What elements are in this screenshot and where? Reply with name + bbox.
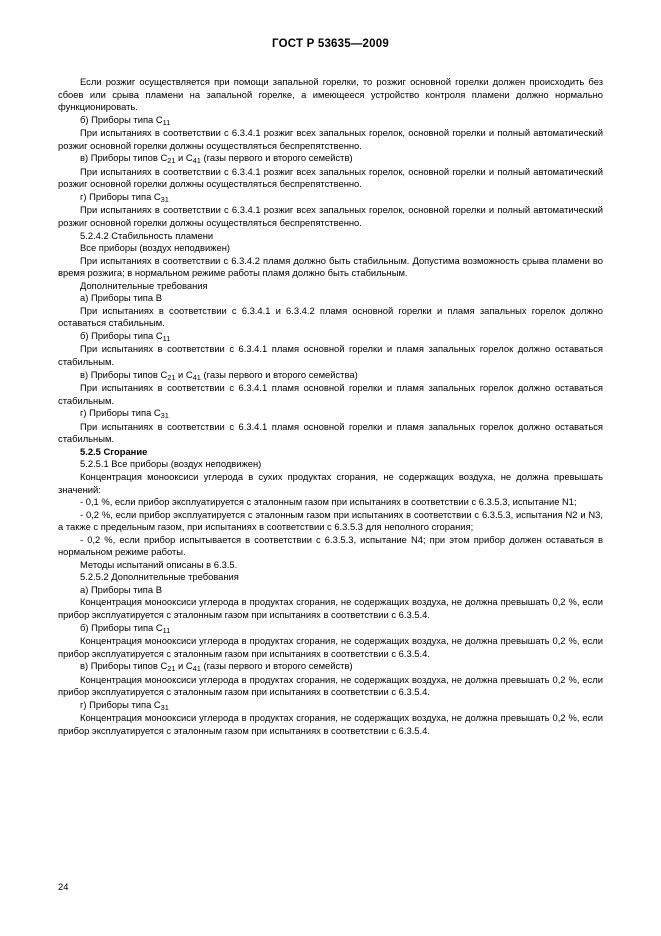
paragraph: б) Приборы типа $C_{11}$ — [80, 621, 171, 635]
paragraph: 5.2.5.1 Все приборы (воздух неподвижен) — [80, 458, 262, 470]
paragraph: 5.2.5.2 Дополнительные требования — [80, 571, 239, 583]
paragraph: в) Приборы типов $C_{21}$ и $C_{41}$ (газы первого и второго семейства) — [80, 368, 358, 382]
paragraph: - 0,2 %, если прибор испытывается в соответствии с 6.3.5.3, испытание N4; при этом прибор должен оставаться в нормальном режиме работы. — [58, 533, 603, 558]
paragraph: Методы испытаний описаны в 6.3.5. — [80, 558, 238, 570]
paragraph: г) Приборы типа $C_{31}$ — [80, 190, 169, 204]
paragraph: При испытаниях в соответствии с 6.3.4.2 пламя должно быть стабильным. Допустима возможность срыва пламени во время розжига; в нормальном режиме работы пламя должно быть стабильным. — [58, 254, 603, 279]
paragraph: - 0,1 %, если прибор эксплуатируется с эталонным газом при испытаниях в соответствии с 6.3.5.3, испытание N1; — [80, 496, 577, 508]
paragraph: - 0,2 %, если прибор эксплуатируется с эталонным газом при испытаниях в соответствии с 6.3.5.3, испытания N2 и N3, а также с предельным газом, при испытаниях в соответствии с 6.3.5.3 для неполного сгорания; — [58, 508, 603, 533]
paragraph: Дополнительные требования — [80, 279, 208, 291]
paragraph: При испытаниях в соответствии с 6.3.4.1 пламя основной горелки и пламя запальных горелок должно оставаться стабильным. — [58, 382, 603, 406]
paragraph: б) Приборы типа $C_{11}$ — [80, 113, 171, 127]
paragraph: в) Приборы типов $C_{21}$ и $C_{41}$ (газы первого и второго семейств) — [80, 660, 353, 674]
paragraph: б) Приборы типа $C_{11}$ — [80, 329, 171, 343]
paragraph: г) Приборы типа $C_{31}$ — [80, 407, 169, 421]
page-header: ГОСТ Р 53635—2009 — [272, 38, 389, 50]
paragraph: При испытаниях в соответствии с 6.3.4.1 розжиг всех запальных горелок, основной горелки и полный автоматический розжиг основной горелки должны осуществляться беспрепятственно. — [58, 127, 603, 151]
paragraph: При испытаниях в соответствии с 6.3.4.1 розжиг всех запальных горелок, основной горелки и полный автоматический розжиг основной горелки должны осуществляться беспрепятственно. — [58, 204, 603, 229]
document-body — [58, 76, 603, 737]
paragraph: При испытаниях в соответствии с 6.3.4.1 розжиг всех запальных горелок, основной горелки и полный автоматический розжиг основной горелки должны осуществляться беспрепятственно. — [58, 165, 603, 190]
paragraph: а) Приборы типа B — [80, 292, 162, 304]
paragraph: 5.2.4.2 Стабильность пламени — [80, 229, 214, 241]
paragraph: При испытаниях в соответствии с 6.3.4.1 и 6.3.4.2 пламя основной горелки и пламя запальных горелок должно оставаться стабильным. — [58, 304, 603, 329]
paragraph: а) Приборы типа B — [80, 583, 162, 595]
paragraph: г) Приборы типа $C_{31}$ — [80, 698, 169, 712]
paragraph: 5.2.5 Сгорание — [80, 445, 148, 457]
paragraph: Если розжиг осуществляется при помощи запальной горелки, то розжиг основной горелки должен происходить без сбоев или срыва пламени на запальной горелке, а имеющееся устройство контроля пламени должно нормально функционировать. — [58, 76, 603, 113]
paragraph: При испытаниях в соответствии с 6.3.4.1 пламя основной горелки и пламя запальных горелок должно оставаться стабильным. — [58, 420, 603, 445]
paragraph: Концентрация монооксиси углерода в сухих продуктах сгорания, не содержащих воздуха, не должна превышать значений: — [58, 470, 603, 495]
paragraph: Концентрация монооксиси углерода в продуктах сгорания, не содержащих воздуха, не должна превышать 0,2 %, если прибор эксплуатируется с эталонным газом при испытаниях в соответствии с 6.3.5.4. — [58, 635, 603, 659]
paragraph: Концентрация монооксиси углерода в продуктах сгорания, не содержащих воздуха, не должна превышать 0,2 %, если прибор эксплуатируется с эталонным газом при испытаниях в соответствии с 6.3.5.4. — [58, 673, 603, 698]
paragraph: При испытаниях в соответствии с 6.3.4.1 пламя основной горелки и пламя запальных горелок должно оставаться стабильным. — [58, 343, 603, 368]
paragraph: Концентрация монооксиси углерода в продуктах сгорания, не содержащих воздуха, не должна превышать 0,2 %, если прибор эксплуатируется с эталонным газом при испытаниях в соответствии с 6.3.5.4. — [58, 712, 603, 736]
paragraph: Концентрация монооксиси углерода в продуктах сгорания, не содержащих воздуха, не должна превышать 0,2 %, если прибор эксплуатируется с эталонным газом при испытаниях в соответствии с 6.3.5.4. — [58, 596, 603, 620]
paragraph: Все приборы (воздух неподвижен) — [80, 242, 231, 254]
page-number: 24 — [58, 881, 69, 892]
paragraph: в) Приборы типов $C_{21}$ и $C_{41}$ (газы первого и второго семейств) — [80, 152, 353, 166]
